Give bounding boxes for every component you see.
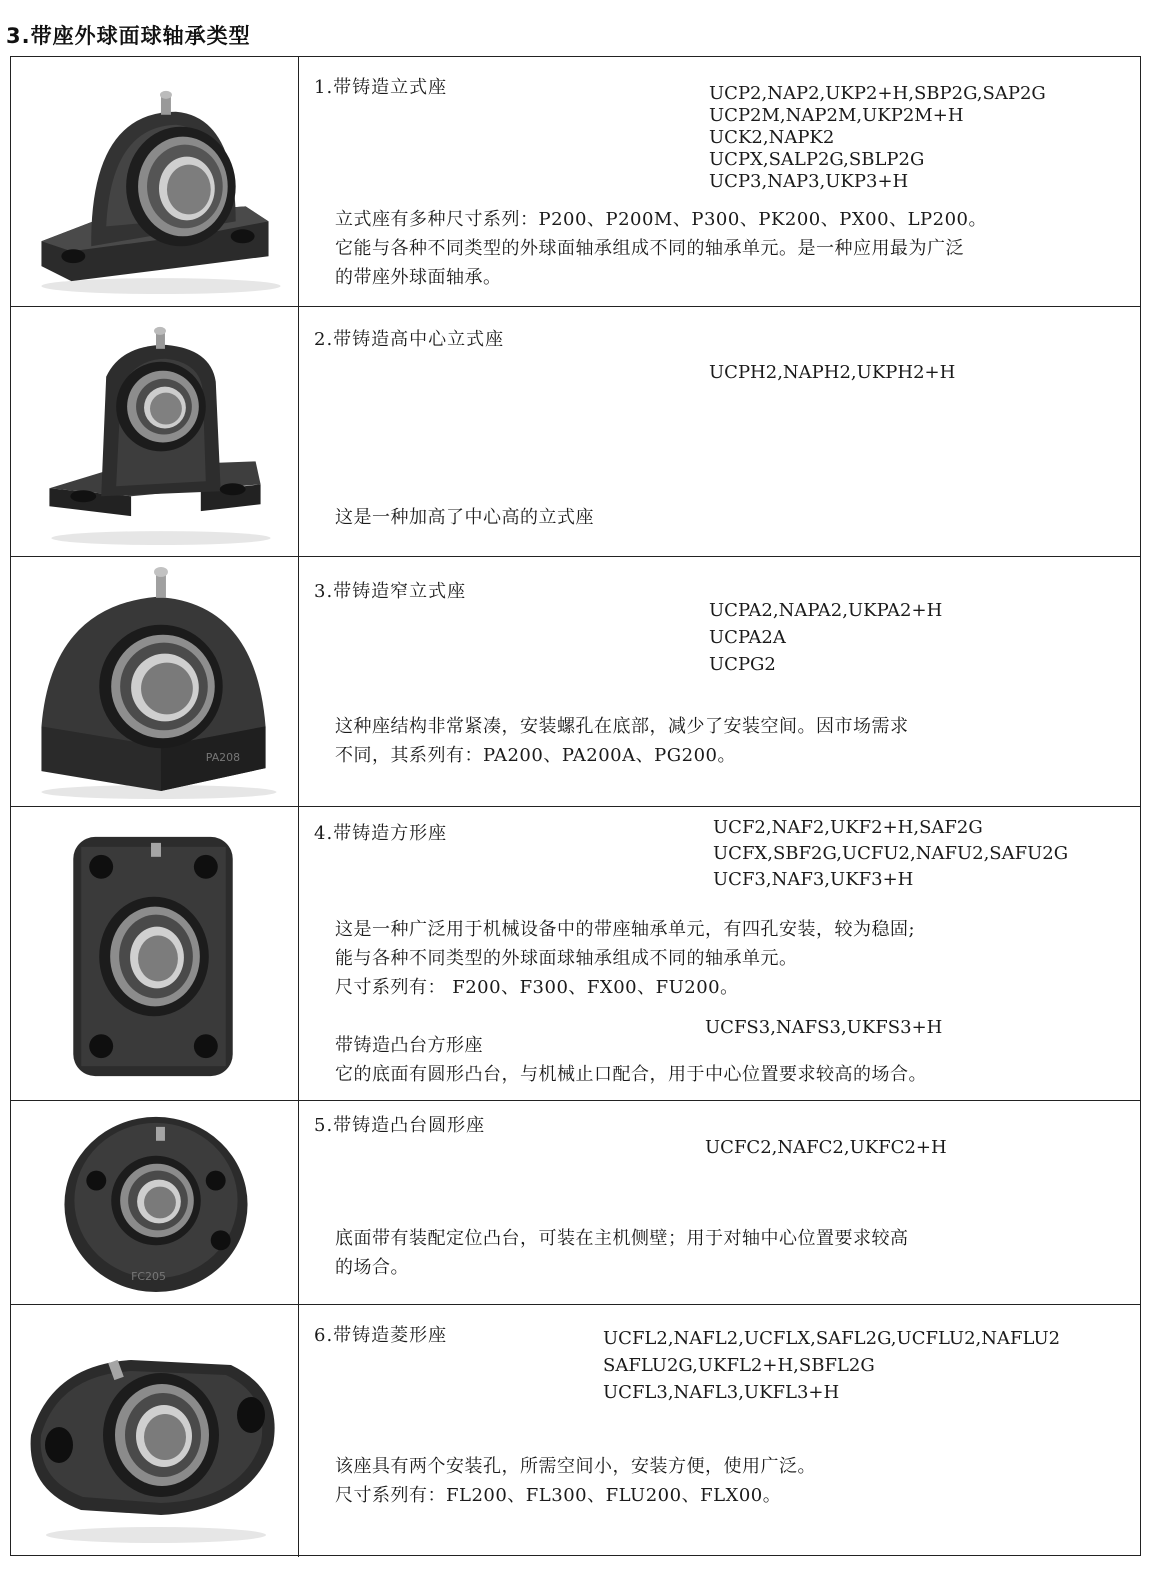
product-image	[11, 1305, 299, 1557]
product-image	[11, 57, 299, 306]
casting-mark: PA208	[205, 751, 241, 765]
row-title: 5.带铸造凸台圆形座	[314, 1115, 486, 1136]
sub-description: 带铸造凸台方形座 它的底面有圆形凸台，与机械止口配合，用于中心位置要求较高的场合。	[335, 1031, 927, 1089]
table-row	[11, 807, 1140, 1101]
row-description: 这是一种加高了中心高的立式座	[335, 507, 594, 528]
row-title: 6.带铸造菱形座	[314, 1325, 448, 1346]
page-title: 3.带座外球面球轴承类型	[6, 24, 251, 48]
row-description: 这种座结构非常紧凑，安装螺孔在底部，减少了安装空间。因市场需求 不同，其系列有：PA200、PA200A、PG200。	[335, 716, 909, 766]
model-list: UCPH2,NAPH2,UKPH2+H	[709, 362, 956, 383]
product-image	[11, 307, 299, 556]
sub-title: 带铸造凸台方形座	[335, 1035, 483, 1056]
product-image	[11, 557, 299, 806]
row-title: 2.带铸造高中心立式座	[314, 329, 505, 350]
row-title: 3.带铸造窄立式座	[314, 581, 467, 602]
table-row	[11, 1101, 1140, 1305]
product-image	[11, 1101, 299, 1304]
rhombus-flange-icon	[11, 1305, 298, 1557]
model-list: UCFC2,NAFC2,UKFC2+H	[705, 1137, 947, 1158]
round-flange-icon	[11, 1101, 298, 1304]
row-description: 这是一种广泛用于机械设备中的带座轴承单元，有四孔安装，较为稳固; 能与各种不同类型的外球面球轴承组成不同的轴承单元。 尺寸系列有： F200、F300、FX00、FU200。	[335, 919, 916, 998]
model-list: UCF2,NAF2,UKF2+H,SAF2G UCFX,SBF2G,UCFU2,NAFU2,SAFU2G UCF3,NAF3,UKF3+H	[713, 817, 1069, 890]
table-row	[11, 1305, 1140, 1557]
product-image	[11, 807, 299, 1100]
square-flange-icon	[11, 807, 298, 1100]
table-row	[11, 557, 1140, 807]
narrow-pillow-block-icon	[11, 557, 298, 806]
table-row	[11, 307, 1140, 557]
model-list: UCP2,NAP2,UKP2+H,SBP2G,SAP2G UCP2M,NAP2M,UKP2M+H UCK2,NAPK2 UCPX,SALP2G,SBLP2G UCP3,NAP3,UKP3+H	[709, 83, 1046, 192]
pillow-block-bearing-icon	[11, 57, 298, 306]
model-list: UCFL2,NAFL2,UCFLX,SAFL2G,UCFLU2,NAFLU2 SAFLU2G,UKFL2+H,SBFL2G UCFL3,NAFL3,UKFL3+H	[603, 1328, 1061, 1403]
table-row	[11, 57, 1140, 307]
row-description: 立式座有多种尺寸系列：P200、P200M、P300、PK200、PX00、LP200。 它能与各种不同类型的外球面轴承组成不同的轴承单元。是一种应用最为广泛 的带座外球面轴承。	[335, 209, 987, 288]
casting-mark: FC205	[131, 1270, 166, 1284]
row-description: 底面带有装配定位凸台，可装在主机侧壁；用于对轴中心位置要求较高 的场合。	[335, 1228, 909, 1278]
bearing-type-table	[10, 56, 1141, 1556]
model-list: UCPA2,NAPA2,UKPA2+H UCPA2A UCPG2	[709, 600, 943, 675]
high-center-pillow-block-icon	[11, 307, 298, 556]
row-description: 该座具有两个安装孔，所需空间小，安装方便，使用广泛。 尺寸系列有：FL200、FL300、FLU200、FLX00。	[335, 1456, 816, 1506]
row-title: 1.带铸造立式座	[314, 77, 448, 98]
row-title: 4.带铸造方形座	[314, 823, 448, 844]
sub-model-list: UCFS3,NAFS3,UKFS3+H	[705, 1017, 943, 1038]
